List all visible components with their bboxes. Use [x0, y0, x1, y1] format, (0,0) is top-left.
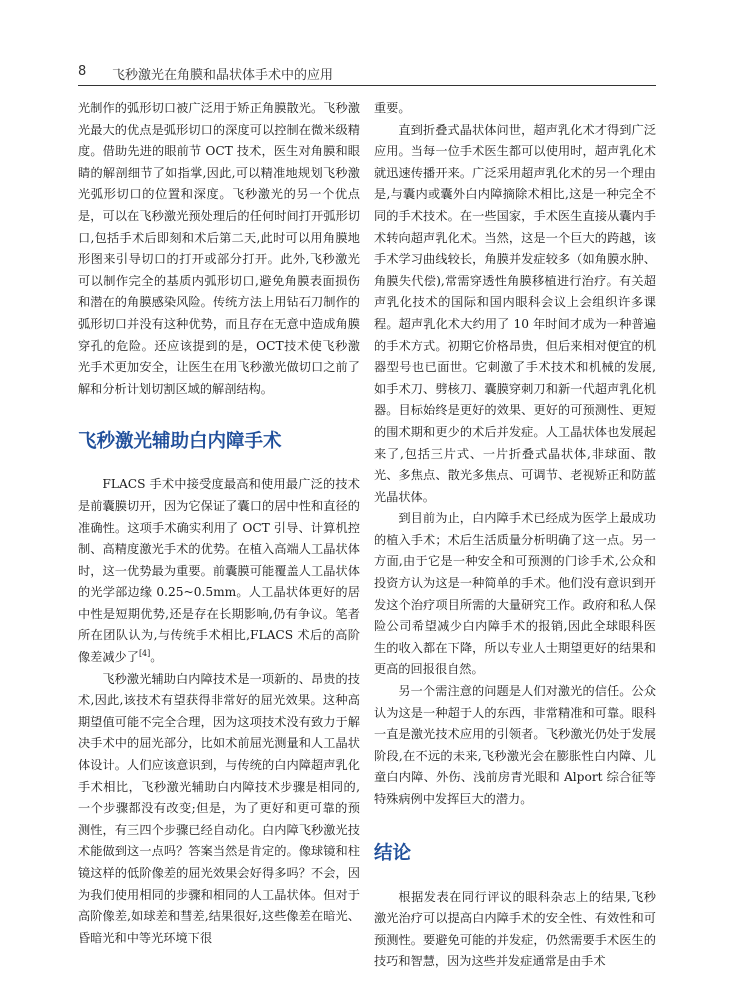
- left-column: [78, 98, 360, 949]
- section-heading: 结论: [374, 842, 412, 864]
- citation-ref: [4]: [138, 649, 151, 658]
- paragraph: 另一个需注意的问题是人们对激光的信任。公众认为这是一种超于人的东西，非常精准和可靠。眼科一直是激光技术应用的引领者。飞秒激光仍处于发展阶段,在不远的未来,飞秒激光会在膨胀性白内障、儿童白内障、外伤、浅前房青光眼和 Alport 综合征等特殊病例中发挥巨大的潜力。: [374, 684, 656, 806]
- paragraph-end: 。: [150, 650, 163, 665]
- paragraph-text: FLACS 手术中接受度最高和使用最广泛的技术是前囊膜切开，因为它保证了囊口的居中性和直径的准确性。这项手术确实利用了 OCT 引导、计算机控制、高精度激光手术的优势。在植入高端人工晶状体时，这一优势最为重要。前囊膜可能覆盖人工晶状体的光学部边缘 0.25~0.5mm。人工晶状体更好的居中性是短期优势,还是存在长期影响,仍有争议。笔者所在团队认为,与传统手术相比,FLACS 术后的高阶像差减少了: [78, 477, 360, 665]
- header-rule: [78, 85, 656, 86]
- paragraph: 直到折叠式晶状体问世，超声乳化术才得到广泛应用。当每一位手术医生都可以使用时，超声乳化术就迅速传播开来。广泛采用超声乳化术的另一个理由是,与囊内或囊外白内障摘除术相比,这是一种完全不同的手术技术。在一些国家，手术医生直接从囊内手术转向超声乳化术。当然，这是一个巨大的跨越，该手术学习曲线较长，角膜并发症较多（如角膜水肿、角膜失代偿),常需穿透性角膜移植进行治疗。有关超声乳化技术的国际和国内眼科会议上会组织许多课程。超声乳化术大约用了 10 年时间才成为一种普遍的手术方式。初期它价格昂贵，但后来相对便宜的机器型号也已面世。它刺激了手术技术和机械的发展,如手术刀、劈核刀、囊膜穿刺刀和新一代超声乳化机器。目标始终是更好的效果、更好的可预测性、更短的围术期和更少的术后并发症。人工晶状体也发展起来了,包括三片式、一片折叠式晶状体,非球面、散光、多焦点、散光多焦点、可调节、老视矫正和防蓝光晶状体。: [374, 122, 656, 504]
- running-header: [78, 60, 656, 84]
- paragraph: 飞秒激光辅助白内障技术是一项新的、昂贵的技术,因此,该技术有望获得非常好的屈光效果。这种高期望值可能不完全合理，因为这项技术没有致力于解决手术中的屈光部分，比如术前屈光测量和人工晶状体设计。人们应该意识到，与传统的白内障超声乳化手术相比，飞秒激光辅助白内障技术步骤是相同的,一个步骤都没有改变;但是，为了更好和更可靠的预测性，有三四个步骤已经自动化。白内障飞秒激光技术能做到这一点吗？答案当然是肯定的。像球镜和柱镜这样的低阶像差的屈光效果会好得多吗？不会，因为我们使用相同的步骤和相同的人工晶状体。但对于高阶像差,如球差和彗差,结果很好,这些像差在暗光、昏暗光和中等光环境下很: [78, 671, 360, 945]
- page-number: 8: [78, 64, 87, 79]
- paragraph: 光制作的弧形切口被广泛用于矫正角膜散光。飞秒激光最大的优点是弧形切口的深度可以控制在微米级精度。借助先进的眼前节 OCT 技术，医生对角膜和眼睛的解剖细节了如指掌,因此,可以精准地规划飞秒激光弧形切口的位置和深度。飞秒激光的另一个优点是，可以在飞秒激光预处理后的任何时间打开弧形切口,包括手术后即刻和术后第二天,此时可以用角膜地形图来引导切口的打开或部分打开。此外,飞秒激光可以制作完全的基质内弧形切口,避免角膜表面损伤和潜在的角膜感染风险。传统方法上用钻石刀制作的弧形切口并没有这种优势，而且存在无意中造成角膜穿孔的危险。还应该提到的是，OCT技术使飞秒激光手术更加安全，让医生在用飞秒激光做切口之前了解和分析计划切割区域的解剖结构。: [78, 101, 360, 396]
- right-column: [374, 98, 656, 973]
- section-heading: 飞秒激光辅助白内障手术: [78, 431, 282, 453]
- paragraph: 根据发表在同行评议的眼科杂志上的结果,飞秒激光治疗可以提高白内障手术的安全性、有效性和可预测性。要避免可能的并发症，仍然需要手术医生的技巧和智慧，因为这些并发症通常是由手术: [374, 889, 656, 969]
- running-title: 飞秒激光在角膜和晶状体手术中的应用: [112, 68, 334, 83]
- paragraph: [78, 474, 360, 668]
- paragraph: 重要。: [374, 101, 411, 115]
- paragraph: 到目前为止，白内障手术已经成为医学上最成功的植入手术；术后生活质量分析明确了这一点。另一方面,由于它是一种安全和可预测的门诊手术,公众和投资方认为这是一种简单的手术。他们没有意识到开发这个治疗项目所需的大量研究工作。政府和私人保险公司希望减少白内障手术的报销,因此全球眼科医生的收入都在下降，所以专业人士期望更好的结果和更高的回报很自然。: [374, 511, 656, 677]
